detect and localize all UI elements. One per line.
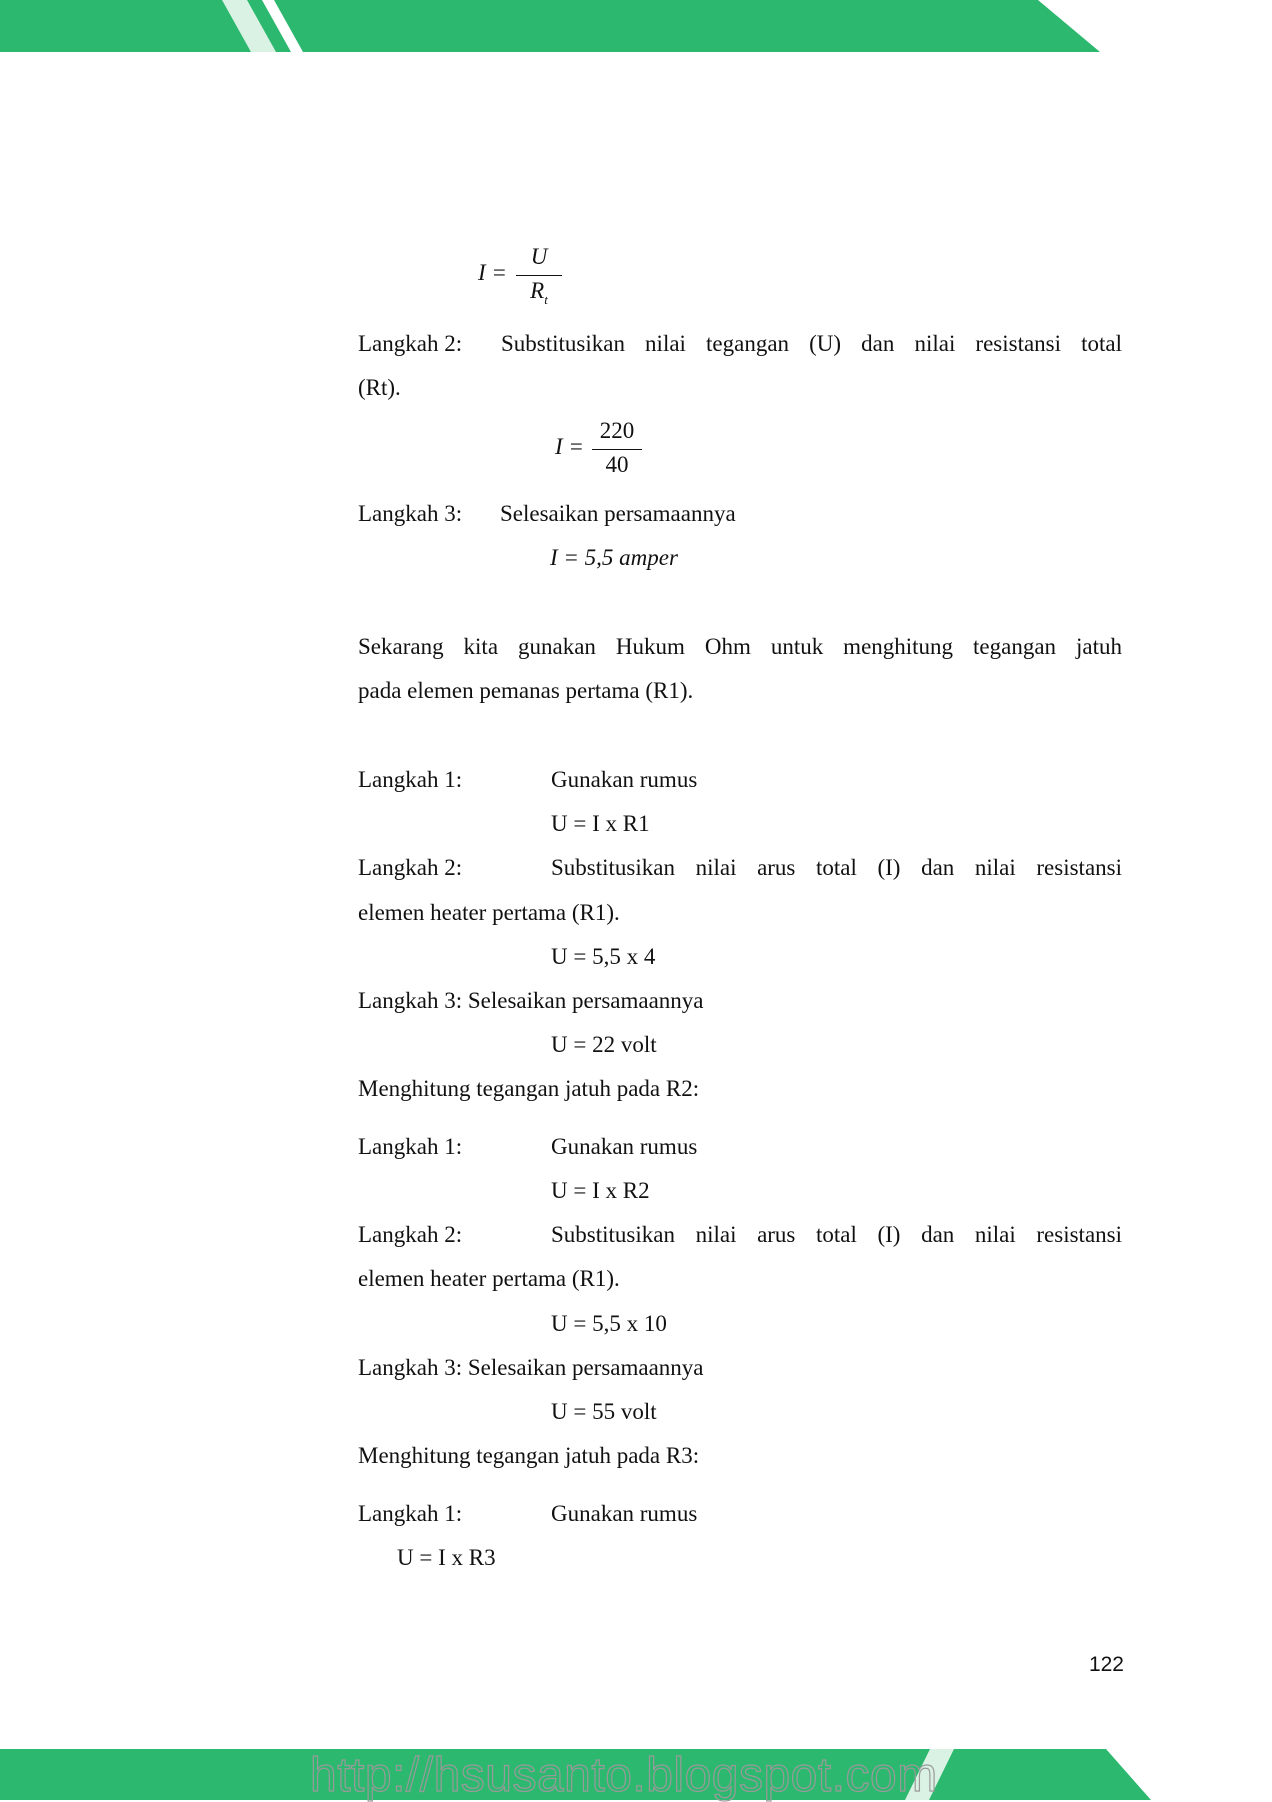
step-text: Substitusikan nilai arus total (I) dan nilai resistansi (551, 1222, 1122, 1247)
result-r1: U = 22 volt (551, 1032, 657, 1057)
page-number: 122 (1088, 1653, 1124, 1676)
step-label: Langkah 1: (358, 767, 463, 792)
section-heading-r2: Menghitung tegangan jatuh pada R2: (358, 1076, 700, 1101)
fraction-bar (516, 275, 562, 276)
result-current: I = 5,5 amper (550, 545, 678, 570)
substitution-r1: U = 5,5 x 4 (551, 944, 656, 969)
formula-current-over-total-resistance: I = U $R_t$ (476, 244, 596, 314)
substitution-r2: U = 5,5 x 10 (551, 1311, 667, 1336)
formula-substituted-values: I = 220 40 (554, 418, 674, 488)
formula-r3: U = I x R3 (397, 1545, 496, 1570)
step-text: Selesaikan persamaannya (500, 501, 736, 526)
fraction-numerator: 220 (599, 418, 635, 443)
section-heading-r3: Menghitung tegangan jatuh pada R3: (358, 1443, 700, 1468)
step-label: Langkah 2: (358, 855, 463, 880)
step-text-continuation: elemen heater pertama (R1). (358, 900, 620, 925)
step-label: Langkah 2: (358, 1222, 463, 1247)
formula-r2: U = I x R2 (551, 1178, 650, 1203)
fraction-numerator: U (530, 244, 548, 269)
fraction-bar (592, 449, 642, 450)
step-label: Langkah 3: Selesaikan persamaannya (358, 988, 704, 1013)
step-label: Langkah 1: (358, 1134, 463, 1159)
paragraph-line: Sekarang kita gunakan Hukum Ohm untuk menghitung tegangan jatuh (358, 634, 1122, 659)
step-text: Gunakan rumus (551, 767, 698, 792)
result-r2: U = 55 volt (551, 1399, 657, 1424)
fraction-denominator: 40 (605, 452, 629, 477)
step-label: Langkah 1: (358, 1501, 463, 1526)
watermark-url: http://hsusanto.blogspot.com (310, 1749, 938, 1802)
step-label: Langkah 2: (358, 331, 463, 356)
step-text: Gunakan rumus (551, 1134, 698, 1159)
paragraph-line: pada elemen pemanas pertama (R1). (358, 678, 694, 703)
step-text-continuation: elemen heater pertama (R1). (358, 1266, 620, 1291)
step-text: Substitusikan nilai tegangan (U) dan nilai resistansi total (501, 331, 1122, 356)
step-label: Langkah 3: Selesaikan persamaannya (358, 1355, 704, 1380)
step-text: Gunakan rumus (551, 1501, 698, 1526)
step-text-continuation: (Rt). (358, 375, 401, 400)
step-label: Langkah 3: (358, 501, 463, 526)
top-header-band (0, 0, 1272, 56)
formula-r1: U = I x R1 (551, 811, 650, 836)
step-text: Substitusikan nilai arus total (I) dan nilai resistansi (551, 855, 1122, 880)
fraction-denominator: $R_t$ (530, 278, 548, 307)
